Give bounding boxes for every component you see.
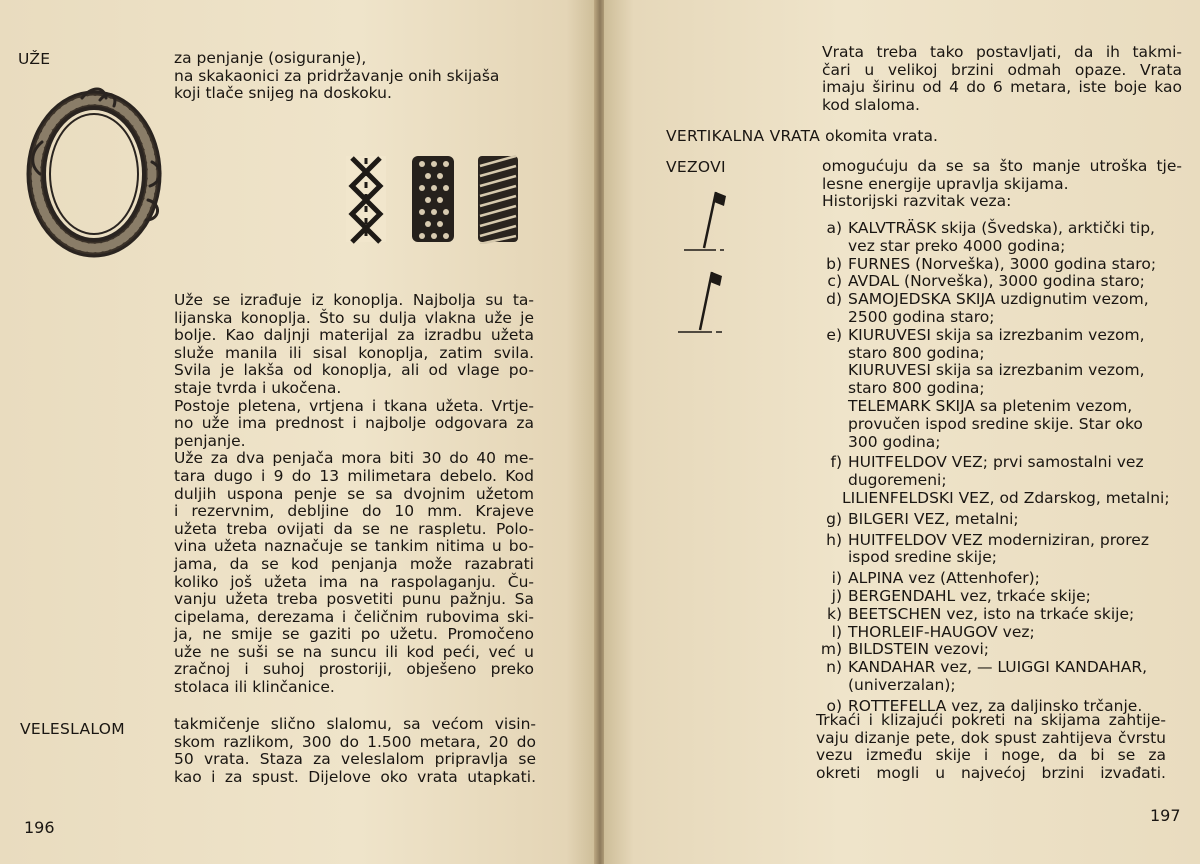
text-line: služe manila ili sisal konoplja, zatim svila. [174, 343, 534, 362]
list-item-key: e) [826, 325, 842, 344]
text-line: Svila je lakša od konoplja, ali od vlage po- [174, 361, 534, 380]
veleslalom-body [174, 716, 536, 786]
text-line: LILIENFELDSKI VEZ, od Zdarskog, metalni; [842, 488, 1170, 507]
list-item-key: f) [830, 453, 842, 472]
text-line: ja, ne smije se gaziti po užetu. Promočeno [174, 625, 534, 644]
text-line: dugoremeni; [848, 471, 947, 490]
text-line: lesne energije upravlja skijama. [822, 174, 1069, 193]
text-line: zračnoj i suhoj prostoriji, obješeno preko [174, 660, 534, 679]
vertikalna-line [666, 128, 938, 146]
list-item [818, 256, 1184, 274]
text-line: ROTTEFELLA vez, za daljinsko trčanje. [848, 696, 1143, 715]
list-item-key: h) [826, 530, 842, 549]
text-line: vina užeta naznačuje se tankim nitima u bo- [174, 537, 534, 556]
text-line: kod slaloma. [822, 95, 920, 114]
list-item-key: o) [826, 696, 842, 715]
vezovi-intro [822, 158, 1182, 211]
text-line: THORLEIF-HAUGOV vez; [848, 622, 1035, 641]
list-item-key: d) [826, 290, 842, 309]
list-item [818, 570, 1184, 588]
twisted-rope-illustration [476, 154, 520, 244]
text-line: 300 godina; [848, 432, 941, 451]
text-line: HUITFELDOV VEZ; prvi samostalni vez [848, 453, 1144, 472]
term-veleslalom: VELESLALOM [20, 720, 125, 738]
list-item [818, 588, 1184, 606]
text-line: BEETSCHEN vez, isto na trkaće skije; [848, 604, 1135, 623]
text-line: skom razlikom, 300 do 1.500 metara, 20 do [174, 732, 536, 751]
list-item [818, 532, 1184, 568]
term-vertikalna-vrata: VERTIKALNA VRATA [666, 127, 821, 145]
list-item-key: g) [826, 509, 842, 528]
list-item-key: c) [827, 272, 842, 291]
uze-intro [174, 50, 499, 103]
text-line: za penjanje (osiguranje), [174, 49, 367, 67]
text-line: ispod sredine skije; [848, 548, 997, 567]
flag-gate-illustration [676, 266, 726, 338]
text-line: SAMOJEDSKA SKIJA uzdignutim vezom, [848, 290, 1149, 309]
text-line: staro 800 godina; [848, 379, 985, 398]
text-line: omogućuju da se sa što manje utroška tje- [822, 157, 1182, 175]
text-line: Uže se izrađuje iz konoplja. Najbolja su ta- [174, 291, 534, 309]
uze-body [174, 292, 534, 697]
binding-history-list [818, 220, 1184, 716]
text-line: provučen ispod sredine skije. Star oko [848, 414, 1143, 433]
text-line: na skakaonici za pridržavanje onih skijaša [174, 66, 500, 85]
list-item [818, 511, 1184, 529]
page-number-right: 197 [1150, 806, 1181, 825]
list-item [818, 454, 1184, 490]
vrata-text [822, 44, 1182, 114]
list-item-key: m) [820, 640, 842, 659]
text-line: Postoje pletena, vrtjena i tkana užeta. Vrtje- [174, 396, 534, 415]
text-line: Vrata treba tako postavljati, da ih takmi- [822, 43, 1182, 61]
text-line: vez star preko 4000 godina; [848, 236, 1066, 255]
text-line: KIURUVESI skija sa izrezbanim vezom, [848, 361, 1145, 380]
text-line: BILDSTEIN vezovi; [848, 640, 989, 659]
list-item [818, 624, 1184, 642]
text-line: imaju širinu od 4 do 6 metara, iste boje kao [822, 78, 1182, 97]
list-item [818, 641, 1184, 659]
text-line: 2500 godina staro; [848, 307, 995, 326]
text-line: KANDAHAR vez, — LUIGGI KANDAHAR, [848, 658, 1148, 677]
list-item [818, 220, 1184, 256]
woven-rope-illustration [410, 154, 456, 244]
list-item [818, 659, 1184, 695]
list-item [818, 273, 1184, 291]
text-line: i rezervnim, debljine do 10 mm. Krajeve [174, 502, 534, 521]
text-line: staje tvrda i ukočena. [174, 378, 342, 397]
list-item-key: a) [826, 219, 842, 237]
text-line: no uže ima prednost i najbolje odgovara za [174, 414, 534, 433]
term-uze: UŽE [18, 50, 51, 68]
text-line: KIURUVESI skija sa izrezbanim vezom, [848, 325, 1145, 344]
page-number-left: 196 [24, 818, 55, 837]
list-item-key: i) [831, 569, 842, 588]
text-line: koliko još užeta ima na raspolaganju. Ču- [174, 572, 534, 591]
text-line: BILGERI VEZ, metalni; [848, 509, 1019, 528]
text-line: čari u velikoj brzini odmah opaze. Vrata [822, 60, 1182, 79]
text-line: AVDAL (Norveška), 3000 godina staro; [848, 272, 1145, 291]
text-line: (univerzalan); [848, 675, 956, 694]
text-line: KALVTRÄSK skija (Švedska), arktički tip, [848, 219, 1155, 237]
text-line: duljih uspona penje se sa dvojnim užetom [174, 484, 534, 503]
text-line: FURNES (Norveška), 3000 godina staro; [848, 254, 1157, 273]
text-line: HUITFELDOV VEZ moderniziran, prorez [848, 530, 1149, 549]
text-line: kao i za spust. Dijelove oko vrata utapkati. [174, 767, 536, 786]
text-line: tara dugo i 9 do 13 milimetara debelo. Kod [174, 466, 534, 485]
text-line: ALPINA vez (Attenhofer); [848, 569, 1040, 588]
text-line: stolaca ili klinčanice. [174, 678, 335, 697]
text-line: TELEMARK SKIJA sa pletenim vezom, [848, 396, 1133, 415]
text-line: 50 vrata. Staza za veleslalom pripravlja se [174, 750, 536, 769]
flag-gate-illustration [680, 186, 728, 256]
list-item [818, 327, 1184, 363]
list-subentries [818, 362, 1184, 451]
text-line: vezu između skije i noge, da bi se za [816, 746, 1166, 765]
list-item-key: n) [826, 658, 842, 677]
list-item [818, 291, 1184, 327]
text-line: vanju užeta treba posvetiti punu pažnju. Sa [174, 590, 534, 609]
text-line: takmičenje slično slalomu, sa većom visin- [174, 715, 536, 733]
list-item [818, 606, 1184, 624]
text-line: lijanska konoplja. Što su dulja vlakna uže je [174, 308, 534, 327]
list-item-key: j) [831, 586, 842, 605]
text-line: penjanje. [174, 431, 246, 450]
text-line: Trkaći i klizajući pokreti na skijama zahtije- [816, 711, 1166, 729]
text-line: staro 800 godina; [848, 343, 985, 362]
list-item-key: k) [826, 604, 842, 623]
text-line: Historijski razvitak veza: [822, 192, 1012, 211]
braided-rope-illustration [344, 154, 388, 244]
text-line: Uže za dva penjača mora biti 30 do 40 me- [174, 449, 534, 468]
vertikalna-definition: okomita vrata. [825, 127, 938, 145]
text-line: cipelama, derezama i čeličnim rubovima ski- [174, 607, 534, 626]
text-line: uže ne suši se na suncu ili kod peći, već u [174, 642, 534, 661]
text-line: bolje. Kao daljnji materijal za izradbu užeta [174, 326, 534, 345]
text-line: okreti mogli u najvećoj brzini izvađati. [816, 763, 1166, 782]
text-line: BERGENDAHL vez, trkaće skije; [848, 586, 1091, 605]
text-line: koji tlače snijeg na doskoku. [174, 84, 392, 103]
text-line: jama, da se kod penjanja može razabrati [174, 554, 534, 573]
list-item-key: b) [826, 254, 842, 273]
list-item-key: l) [831, 622, 842, 641]
text-line: užeta treba ovijati da se ne raspletu. Polo- [174, 519, 534, 538]
list-subentries [818, 490, 1184, 508]
text-line: vaju dizanje pete, dok spust zahtijeva čvrstu [816, 728, 1166, 747]
rope-coil-illustration [22, 82, 170, 260]
term-vezovi: VEZOVI [666, 158, 726, 176]
closing-paragraph [816, 712, 1166, 782]
